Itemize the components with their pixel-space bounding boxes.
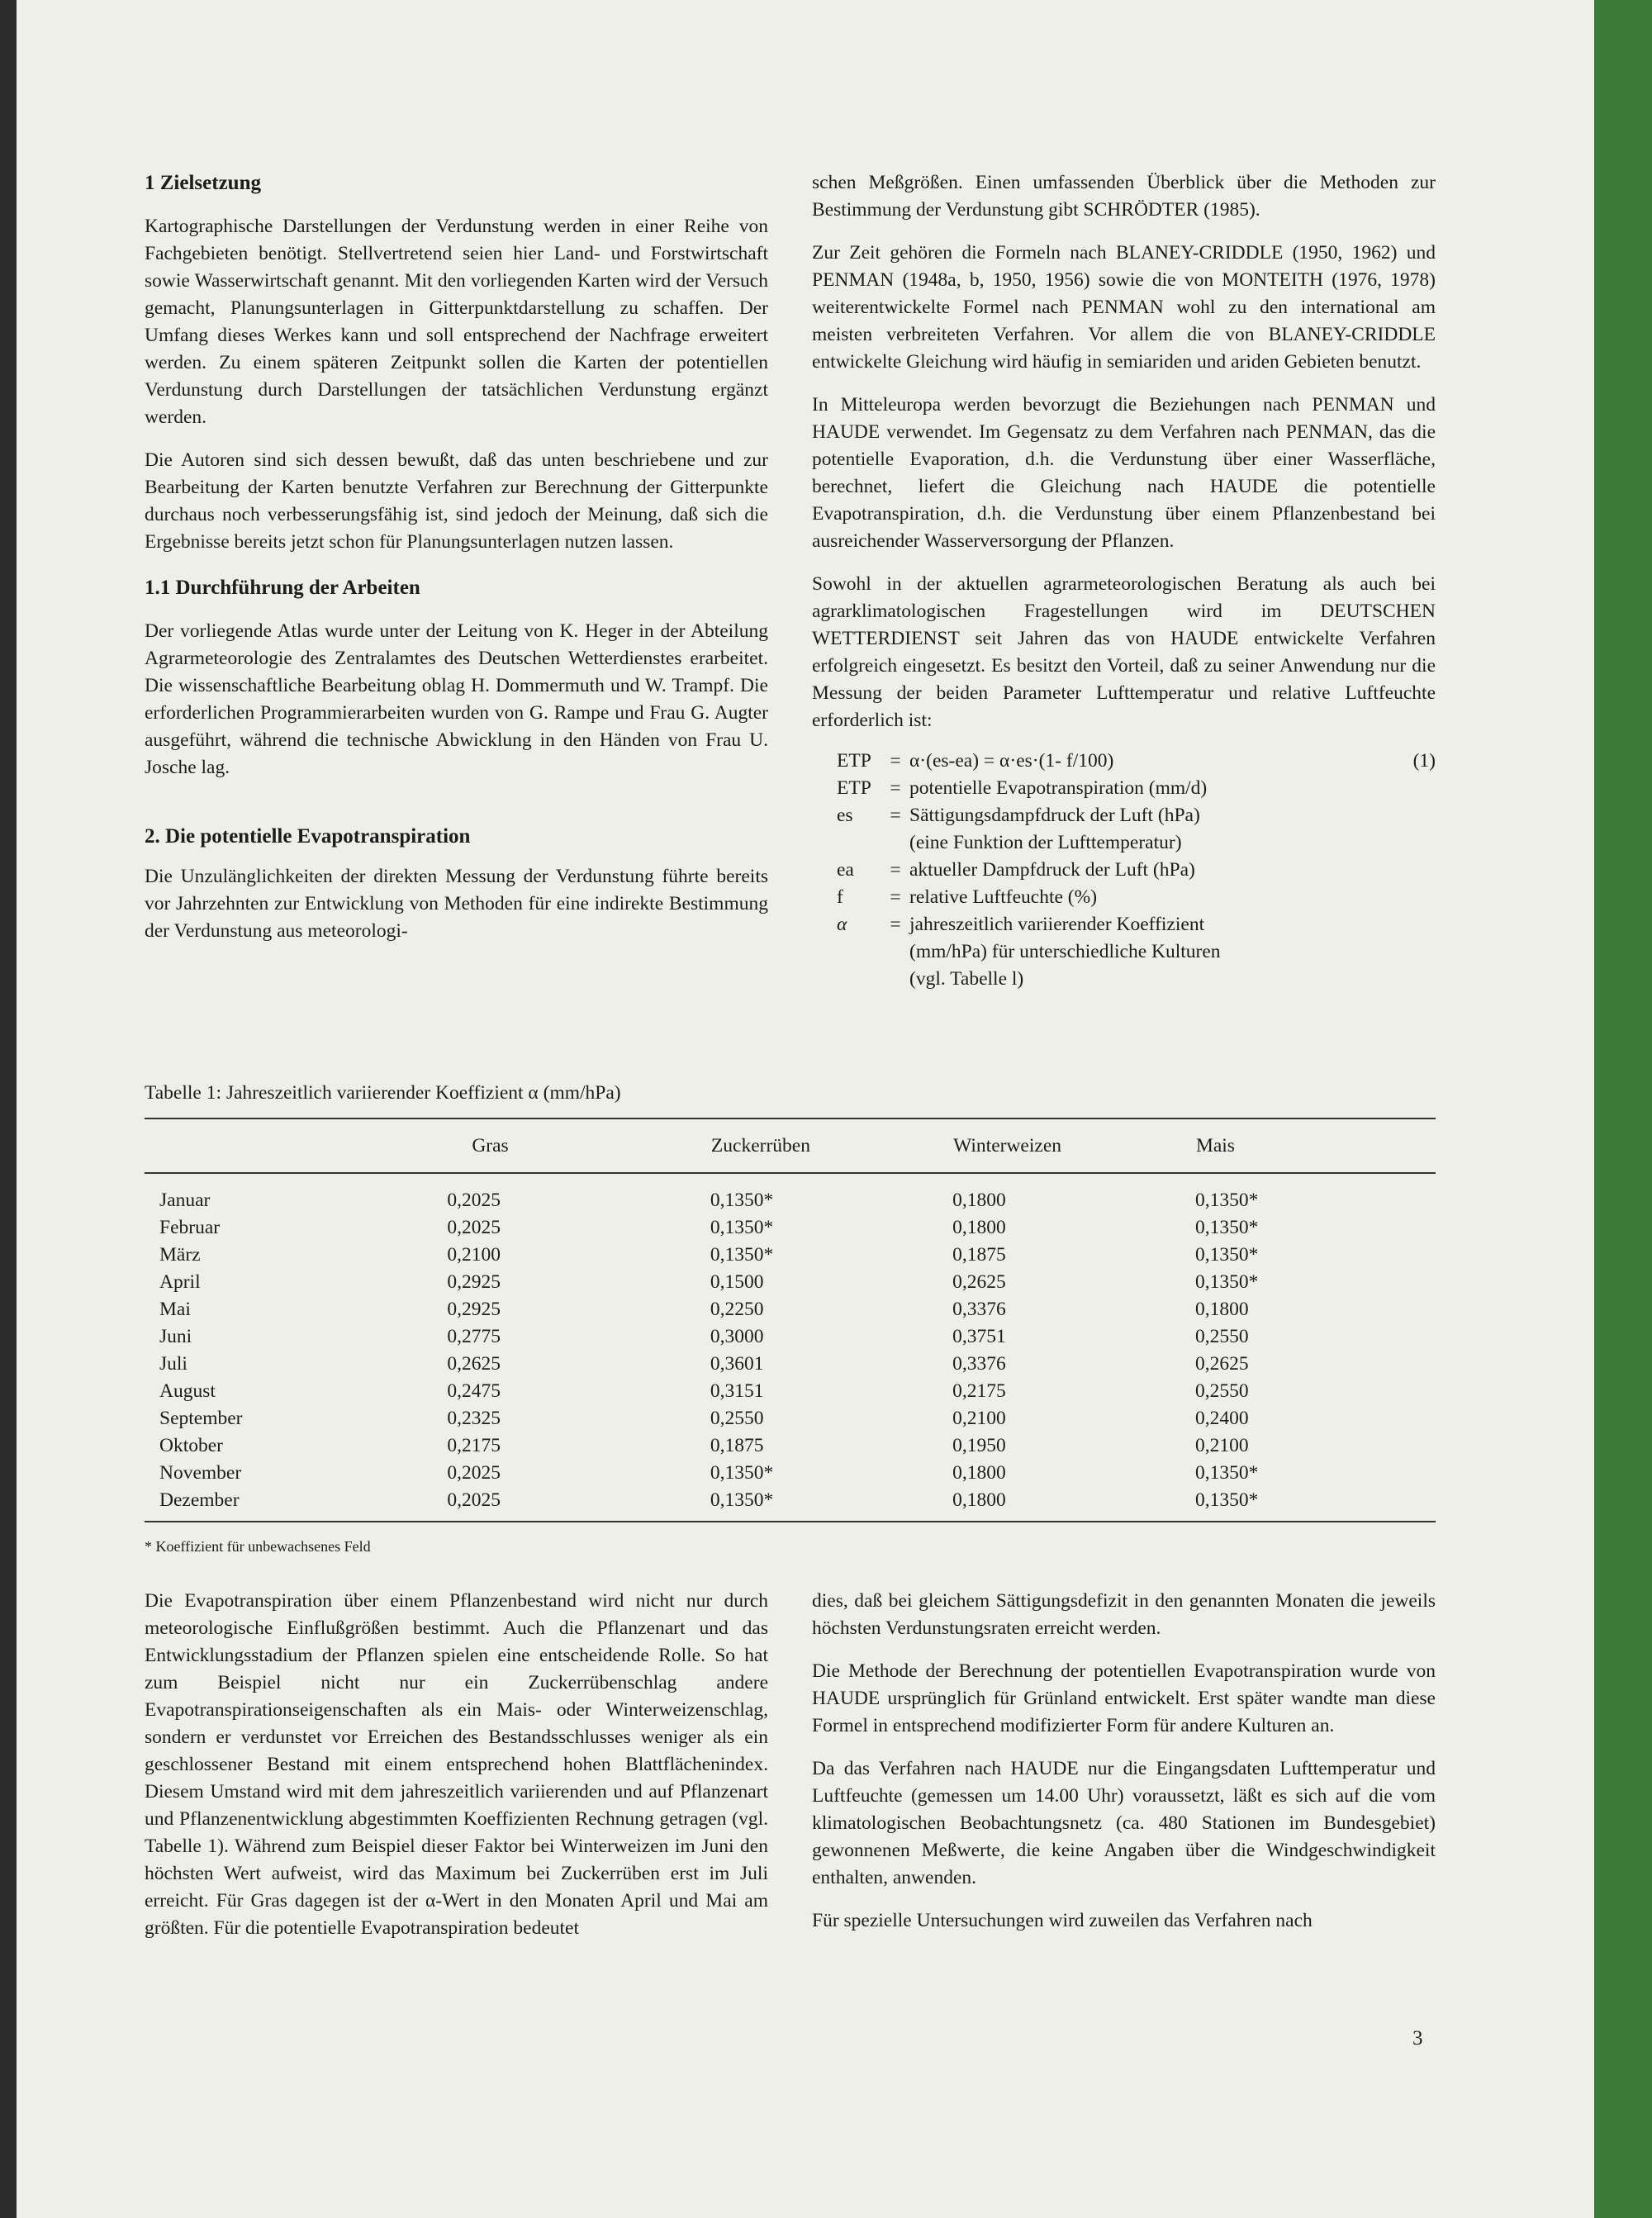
- table-caption: Tabelle 1: Jahreszeitlich variierender Koeffizient α (mm/hPa): [145, 1082, 621, 1104]
- document-page: [17, 0, 1594, 2218]
- table-cell-month: März: [159, 1244, 201, 1266]
- table-cell-value: 0,2625: [952, 1271, 1006, 1293]
- formula-equals: =: [890, 750, 901, 772]
- formula-symbol: ETP: [837, 777, 871, 799]
- table-cell-value: 0,3376: [952, 1299, 1006, 1320]
- table-cell-value: 0,1350*: [710, 1462, 774, 1484]
- formula-symbol: es: [837, 805, 853, 826]
- haude-formula: [837, 748, 1436, 993]
- scan-edge-right: [1594, 0, 1652, 2218]
- formula-definition: α·(es-ea) = α·es·(1- f/100): [909, 750, 1114, 772]
- table-cell-month: November: [159, 1462, 242, 1484]
- formula-equals: =: [890, 777, 901, 799]
- formula-equals: =: [890, 859, 901, 881]
- left-column-bottom: [145, 1588, 768, 1942]
- table-cell-value: 0,3376: [952, 1353, 1006, 1375]
- table-row: [145, 1487, 1436, 1522]
- formula-number: [1411, 966, 1436, 993]
- table-cell-value: 0,2100: [1194, 1435, 1249, 1456]
- formula-row: [837, 911, 1436, 938]
- formula-row: [837, 748, 1436, 775]
- table-cell-value: 0,2550: [710, 1408, 764, 1429]
- paragraph: schen Meßgrößen. Einen umfassenden Überblick über die Methoden zur Bestimmung der Verdunstung gibt SCHRÖDTER (1985).: [812, 172, 1436, 221]
- table-cell-value: 0,2550: [1194, 1326, 1249, 1347]
- table-row: [145, 1242, 1436, 1269]
- table-cell-value: 0,2175: [952, 1380, 1006, 1402]
- paragraph: Zur Zeit gehören die Formeln nach BLANEY-CRIDDLE (1950, 1962) und PENMAN (1948a, b, 1950, 1956) sowie die von MONTEITH (1976, 1978) weiterentwickelte Formel nach PENMAN wohl zu den international am meisten verbreiteten Verfahren. Vor allem die von BLANEY-CRIDDLE entwickelte Gleichung wird häufig in semiariden und ariden Gebieten benutzt.: [812, 242, 1436, 373]
- paragraph: Die Autoren sind sich dessen bewußt, daß das unten beschriebene und zur Bearbeitung der Karten benutzte Verfahren zur Berechnung der Gitterpunkte durchaus noch verbesserungsfähig ist, sind jedoch der Meinung, daß sich die Ergebnisse bereits jetzt schon für Planungsunterlagen nutzen lassen.: [145, 449, 768, 553]
- formula-number: [1411, 884, 1436, 911]
- table-cell-value: 0,2625: [447, 1353, 501, 1375]
- formula-equals: [881, 938, 909, 966]
- table-row: [145, 1269, 1436, 1296]
- table-cell-value: 0,2925: [447, 1271, 501, 1293]
- formula-number: [1411, 802, 1436, 829]
- paragraph: dies, daß bei gleichem Sättigungsdefizit in den genannten Monaten die jeweils höchsten Verdunstungsraten erreicht werden.: [812, 1590, 1436, 1639]
- formula-definition: (vgl. Tabelle l): [909, 968, 1024, 990]
- table-row: [145, 1351, 1436, 1378]
- formula-number: [1411, 857, 1436, 884]
- table-cell-value: 0,2550: [1194, 1380, 1249, 1402]
- table-cell-value: 0,1350*: [1194, 1244, 1259, 1266]
- table-cell-value: 0,2100: [447, 1244, 501, 1266]
- table-cell-value: 0,1350*: [710, 1217, 774, 1238]
- table-cell-value: 0,2025: [447, 1217, 501, 1238]
- table-header: Gras: [447, 1118, 710, 1173]
- paragraph: Die Evapotranspiration über einem Pflanzenbestand wird nicht nur durch meteorologische Einflußgrößen bestimmt. Auch die Pflanzenart und das Entwicklungsstadium der Pflanzen spielen eine entscheidende Rolle. So hat zum Beispiel nicht nur ein Zuckerrübenschlag andere Evapotranspirationseigenschaften als ein Mais- oder Winterweizenschlag, sondern er verdunstet vor Erreichen des Bestandsschlusses weniger als ein geschlossener Bestand mit einem entsprechend hohen Blattflächenindex. Diesem Umstand wird mit dem jahreszeitlich variierenden und auf Pflanzenart und Pflanzenentwicklung abgestimmten Koeffizienten Rechnung getragen (vgl. Tabelle 1). Während zum Beispiel dieser Faktor bei Winterweizen im Juni den höchsten Wert aufweist, wird das Maximum bei Zuckerrüben erst im Juli erreicht. Für Gras dagegen ist der α-Wert in den Monaten April und Mai am größten. Für die potentielle Evapotranspiration bedeutet: [145, 1590, 768, 1939]
- table-cell-value: 0,1800: [952, 1190, 1006, 1211]
- formula-number: [1411, 775, 1436, 802]
- table-row: [145, 1296, 1436, 1323]
- table-cell-value: 0,2100: [952, 1408, 1006, 1429]
- table-cell-value: 0,2025: [447, 1462, 501, 1484]
- table-cell-value: 0,3151: [710, 1380, 764, 1402]
- table-cell-month: August: [159, 1380, 216, 1402]
- table-cell-value: 0,1875: [710, 1435, 764, 1456]
- table-cell-value: 0,2475: [447, 1380, 501, 1402]
- heading-zielsetzung: 1 Zielsetzung: [145, 172, 261, 194]
- heading-durchfuehrung: 1.1 Durchführung der Arbeiten: [145, 577, 420, 599]
- formula-definition: Sättigungsdampfdruck der Luft (hPa): [909, 805, 1200, 826]
- formula-number: [1411, 911, 1436, 938]
- table-cell-value: 0,3000: [710, 1326, 764, 1347]
- table-cell-value: 0,2625: [1194, 1353, 1249, 1375]
- table-cell-value: 0,2250: [710, 1299, 764, 1320]
- formula-equals: =: [890, 805, 901, 826]
- table-cell-month: Januar: [159, 1190, 211, 1211]
- page-number: 3: [1412, 2027, 1423, 2049]
- table-cell-value: 0,1350*: [1195, 1487, 1436, 1522]
- heading-potentielle-evapotranspiration: 2. Die potentielle Evapotranspiration: [145, 825, 471, 848]
- paragraph: Die Unzulänglichkeiten der direkten Messung der Verdunstung führte bereits vor Jahrzehnten zur Entwicklung von Methoden für eine indirekte Bestimmung der Verdunstung aus meteorologi-: [145, 866, 768, 942]
- table-cell-value: 0,2325: [447, 1408, 501, 1429]
- table-cell-value: 0,1950: [952, 1435, 1006, 1456]
- formula-definition: (mm/hPa) für unterschiedliche Kulturen: [909, 941, 1221, 962]
- paragraph: Die Methode der Berechnung der potentiellen Evapotranspiration wurde von HAUDE ursprünglich für Grünland entwickelt. Erst später wandte man diese Formel in entsprechend modifizierter Form für andere Kulturen an.: [812, 1660, 1436, 1736]
- table-header: Mais: [1195, 1118, 1436, 1173]
- right-column-top: [812, 169, 1436, 993]
- table-cell-month: September: [159, 1408, 243, 1429]
- formula-row: [837, 966, 1436, 993]
- formula-row: [837, 829, 1436, 857]
- formula-number: [1411, 829, 1436, 857]
- formula-equals: [881, 829, 909, 857]
- formula-definition: potentielle Evapotranspiration (mm/d): [909, 777, 1208, 799]
- table-cell-value: 0,1875: [952, 1244, 1006, 1266]
- formula-row: [837, 775, 1436, 802]
- table-cell-month: Oktober: [159, 1435, 224, 1456]
- formula-definition: aktueller Dampfdruck der Luft (hPa): [909, 859, 1195, 881]
- table-row: [145, 1173, 1436, 1214]
- table-cell-value: 0,3751: [952, 1326, 1006, 1347]
- formula-equals: =: [890, 914, 901, 935]
- table-cell-value: 0,2925: [447, 1299, 501, 1320]
- table-cell-value: 0,1800: [952, 1462, 1006, 1484]
- coefficient-table: [145, 1118, 1436, 1522]
- table-cell-month: Mai: [159, 1299, 191, 1320]
- table-cell-value: 0,1350*: [710, 1244, 774, 1266]
- table-cell-value: 0,1500: [710, 1271, 764, 1293]
- formula-number: (1): [1412, 750, 1436, 772]
- table-cell-value: 0,1350*: [1194, 1217, 1259, 1238]
- table-cell-value: 0,1800: [1194, 1299, 1249, 1320]
- table-footnote: * Koeffizient für unbewachsenes Feld: [145, 1538, 371, 1555]
- table-cell-month: April: [159, 1271, 201, 1293]
- table-row: [145, 1378, 1436, 1405]
- paragraph: Sowohl in der aktuellen agrarmeteorologischen Beratung als auch bei agrarklimatologischen Fragestellungen wird im DEUTSCHEN WETTERDIENST seit Jahren das von HAUDE entwickelte Verfahren erfolgreich eingesetzt. Es besitzt den Vorteil, daß zu seiner Anwendung nur die Messung der beiden Parameter Lufttemperatur und relative Luftfeuchte erforderlich ist:: [812, 573, 1436, 731]
- formula-symbol: [837, 829, 881, 857]
- formula-definition: (eine Funktion der Lufttemperatur): [909, 832, 1182, 853]
- table-cell-value: 0,2025: [447, 1190, 501, 1211]
- table-row: [145, 1432, 1436, 1460]
- table-header: Winterweizen: [952, 1118, 1195, 1173]
- table-header: Zuckerrüben: [710, 1118, 952, 1173]
- right-column-bottom: [812, 1588, 1436, 1935]
- table-cell-month: Juli: [159, 1353, 188, 1375]
- formula-row: [837, 802, 1436, 829]
- paragraph: In Mitteleuropa werden bevorzugt die Beziehungen nach PENMAN und HAUDE verwendet. Im Gegensatz zu dem Verfahren nach PENMAN, das die potentielle Evaporation, d.h. die Verdunstung über einer Wasserfläche, berechnet, liefert die Gleichung nach HAUDE die potentielle Evapotranspiration, d.h. die Verdunstung über einem Pflanzenbestand bei ausreichender Wasserversorgung der Pflanzen.: [812, 394, 1436, 552]
- formula-symbol: ea: [837, 859, 854, 881]
- formula-symbol: f: [837, 886, 843, 908]
- table-cell-value: 0,1350*: [710, 1487, 952, 1522]
- table-cell-value: 0,2775: [447, 1326, 501, 1347]
- table-cell-value: 0,1350*: [710, 1190, 774, 1211]
- table-cell-month: Juni: [159, 1326, 192, 1347]
- table-cell-value: 0,2400: [1194, 1408, 1249, 1429]
- scan-edge-left: [0, 0, 17, 2218]
- table-row: [145, 1460, 1436, 1487]
- formula-row: [837, 884, 1436, 911]
- table-cell-value: 0,1800: [952, 1217, 1006, 1238]
- formula-symbol: ETP: [837, 750, 871, 772]
- table-cell-value: 0,2025: [447, 1487, 710, 1522]
- left-column-top: [145, 169, 768, 945]
- formula-symbol: α: [837, 914, 847, 935]
- formula-definition: jahreszeitlich variierender Koeffizient: [909, 914, 1205, 935]
- table-cell-value: 0,1350*: [1194, 1190, 1259, 1211]
- table-cell-month: Dezember: [145, 1487, 447, 1522]
- paragraph: Der vorliegende Atlas wurde unter der Leitung von K. Heger in der Abteilung Agrarmeteorologie des Zentralamtes des Deutschen Wetterdienstes erarbeitet. Die wissenschaftliche Bearbeitung oblag H. Dommermuth und W. Trampf. Die erforderlichen Programmierarbeiten wurden von G. Rampe und Frau G. Augter ausgeführt, während die technische Abwicklung in den Händen von Frau U. Josche lag.: [145, 620, 768, 778]
- formula-row: [837, 938, 1436, 966]
- formula-equals: [881, 966, 909, 993]
- table-row: [145, 1405, 1436, 1432]
- table-cell-value: 0,1800: [952, 1487, 1195, 1522]
- table-cell-value: 0,3601: [710, 1353, 764, 1375]
- table-cell-month: Februar: [159, 1217, 221, 1238]
- formula-symbol: [837, 938, 881, 966]
- paragraph: Für spezielle Untersuchungen wird zuweilen das Verfahren nach: [812, 1910, 1313, 1931]
- formula-definition: relative Luftfeuchte (%): [909, 886, 1098, 908]
- table-cell-value: 0,1350*: [1194, 1271, 1259, 1293]
- table-header-row: [145, 1118, 1436, 1173]
- table-cell-value: 0,2175: [447, 1435, 501, 1456]
- table-header-month: [145, 1118, 447, 1173]
- table-cell-value: 0,1350*: [1194, 1462, 1259, 1484]
- formula-symbol: [837, 966, 881, 993]
- formula-equals: =: [890, 886, 901, 908]
- table-row: [145, 1214, 1436, 1242]
- table-row: [145, 1323, 1436, 1351]
- formula-row: [837, 857, 1436, 884]
- formula-number: [1411, 938, 1436, 966]
- paragraph: Kartographische Darstellungen der Verdunstung werden in einer Reihe von Fachgebieten benötigt. Stellvertretend seien hier Land- und Forstwirtschaft sowie Wasserwirtschaft genannt. Mit den vorliegenden Karten wird der Versuch gemacht, Planungsunterlagen in Gitterpunktdarstellung zu schaffen. Der Umfang dieses Werkes kann und soll entsprechend der Nachfrage erweitert werden. Zu einem späteren Zeitpunkt sollen die Karten der potentiellen Verdunstung durch Darstellungen der tatsächlichen Verdunstung ergänzt werden.: [145, 216, 768, 428]
- paragraph: Da das Verfahren nach HAUDE nur die Eingangsdaten Lufttemperatur und Luftfeuchte (gemessen um 14.00 Uhr) voraussetzt, läßt es sich auf die vom klimatologischen Beobachtungsnetz (ca. 480 Stationen im Bundesgebiet) gewonnenen Meßwerte, die keine Angaben über die Windgeschwindigkeit enthalten, anwenden.: [812, 1758, 1436, 1888]
